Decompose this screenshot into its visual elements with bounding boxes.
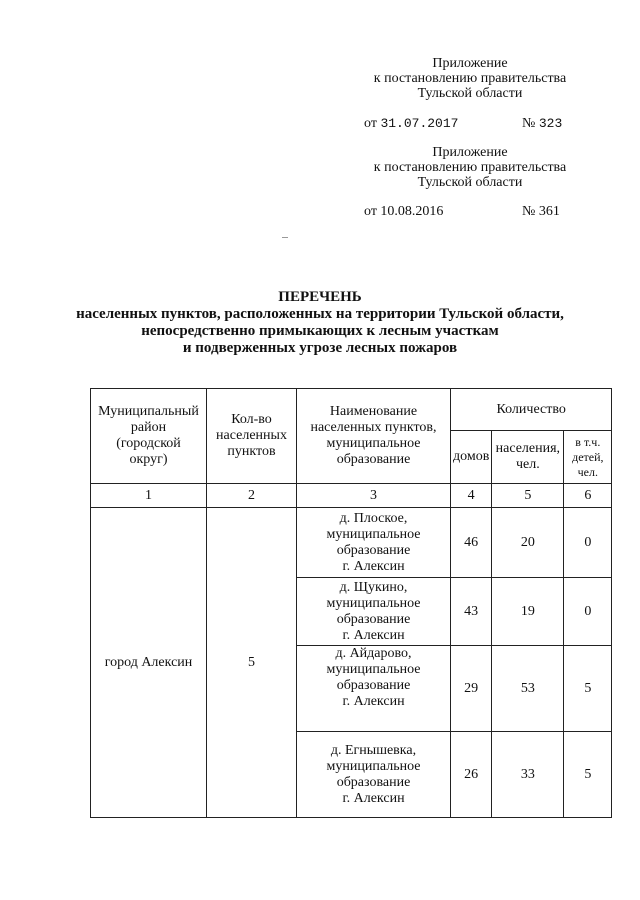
original-number: № 361 bbox=[522, 204, 560, 219]
appendix-region-line: Тульской области bbox=[417, 175, 523, 190]
population-cell: 20 bbox=[492, 508, 564, 578]
column-number: 2 bbox=[207, 484, 297, 508]
appendix-date-line bbox=[364, 116, 458, 132]
settlement-name-cell: д. Егнышевка, муниципальное образование г. Алексин bbox=[297, 732, 451, 818]
header-population: населения, чел. bbox=[492, 431, 564, 484]
settlement-name-cell: д. Щукино, муниципальное образование г. Алексин bbox=[297, 578, 451, 646]
children-cell: 5 bbox=[564, 646, 612, 732]
date-prefix: от bbox=[364, 116, 377, 131]
settlements-table bbox=[90, 388, 612, 818]
appendix-header-current bbox=[360, 56, 580, 101]
population-cell: 33 bbox=[492, 732, 564, 818]
column-number: 4 bbox=[451, 484, 492, 508]
children-cell: 0 bbox=[564, 508, 612, 578]
district-cell: город Алексин bbox=[91, 508, 207, 818]
scan-mark bbox=[282, 237, 288, 238]
houses-cell: 26 bbox=[451, 732, 492, 818]
header-row bbox=[91, 389, 612, 431]
column-numbers-row bbox=[91, 484, 612, 508]
title-line: населенных пунктов, расположенных на территории Тульской области, bbox=[76, 306, 564, 322]
table-row bbox=[91, 508, 612, 578]
header-children: в т.ч. детей, чел. bbox=[564, 431, 612, 484]
header-houses: домов bbox=[451, 431, 492, 484]
appendix-header-original bbox=[360, 145, 580, 190]
title-heading: ПЕРЕЧЕНЬ bbox=[278, 289, 362, 305]
settlement-name-cell: д. Айдарово, муниципальное образование г. Алексин bbox=[297, 646, 451, 732]
appendix-label: Приложение bbox=[432, 145, 508, 160]
population-cell: 53 bbox=[492, 646, 564, 732]
column-number: 3 bbox=[297, 484, 451, 508]
header-quantity: Количество bbox=[451, 389, 612, 431]
population-cell: 19 bbox=[492, 578, 564, 646]
column-number: 6 bbox=[564, 484, 612, 508]
appendix-resolution-line: к постановлению правительства bbox=[373, 71, 567, 86]
title-line: непосредственно примыкающих к лесным участкам bbox=[141, 323, 499, 339]
column-number: 1 bbox=[91, 484, 207, 508]
header-district: Муниципальный район (городской округ) bbox=[91, 389, 207, 484]
count-cell: 5 bbox=[207, 508, 297, 818]
appendix-resolution-line: к постановлению правительства bbox=[373, 160, 567, 175]
settlement-name-cell: д. Плоское, муниципальное образование г. Алексин bbox=[297, 508, 451, 578]
number-prefix: № bbox=[522, 116, 536, 131]
header-settlement-name: Наименование населенных пунктов, муниципальное образование bbox=[297, 389, 451, 484]
resolution-date: 31.07.2017 bbox=[380, 116, 459, 131]
children-cell: 0 bbox=[564, 578, 612, 646]
column-number: 5 bbox=[492, 484, 564, 508]
houses-cell: 46 bbox=[451, 508, 492, 578]
houses-cell: 43 bbox=[451, 578, 492, 646]
appendix-label: Приложение bbox=[432, 56, 508, 71]
header-count: Кол-во населенных пунктов bbox=[207, 389, 297, 484]
document-title bbox=[60, 289, 580, 357]
appendix-number-line bbox=[522, 116, 562, 132]
original-date: от 10.08.2016 bbox=[364, 204, 444, 219]
appendix-region-line: Тульской области bbox=[417, 86, 523, 101]
children-cell: 5 bbox=[564, 732, 612, 818]
houses-cell: 29 bbox=[451, 646, 492, 732]
resolution-number: 323 bbox=[538, 116, 563, 131]
title-line: и подверженных угрозе лесных пожаров bbox=[182, 340, 458, 356]
